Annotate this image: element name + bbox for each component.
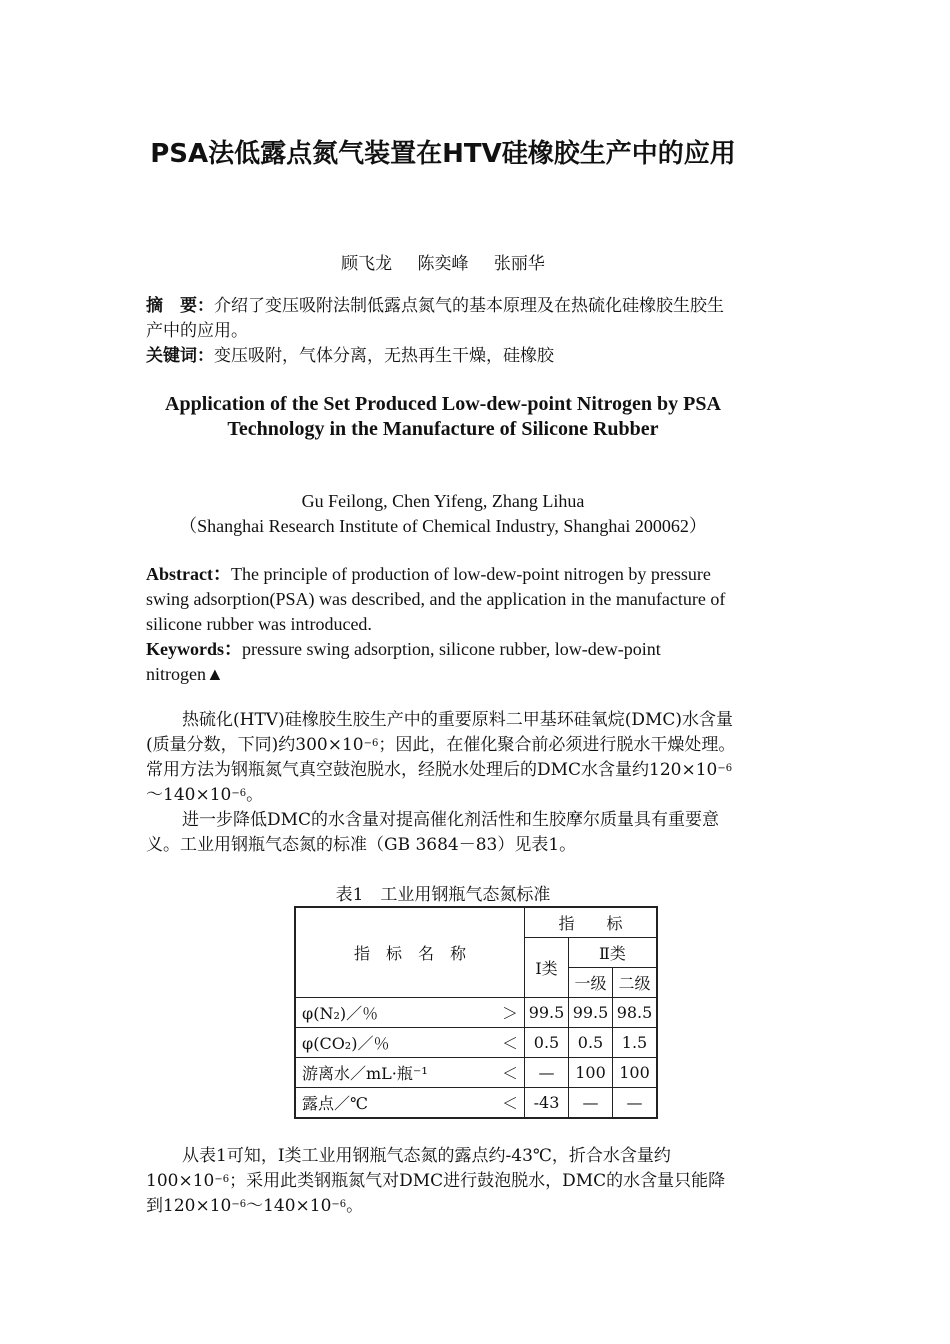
table-header-row	[295, 907, 657, 938]
row-name	[295, 998, 525, 1028]
english-title-line-2: Technology in the Manufacture of Silicone Rubber	[227, 418, 659, 440]
abstract-en	[146, 562, 740, 687]
paper-title: PSA法低露点氮气装置在HTV硅橡胶生产中的应用	[150, 139, 736, 169]
english-title	[146, 392, 740, 442]
exponent: −6	[231, 788, 247, 799]
authors-cn	[146, 249, 740, 274]
abstract-cn-text: 介绍了变压吸附法制低露点氮气的基本原理及在热硫化硅橡胶生胶生产中的应用。	[146, 296, 724, 341]
exponent: −6	[717, 763, 733, 774]
header-index: 指 标	[525, 907, 658, 938]
abstract-en-text: The principle of production of low-dew-point nitrogen by pressure swing adsorption(PSA) was described, and the application in the manufacture of silicone rubber was introduced.	[146, 564, 726, 634]
keywords-en-label: Keywords：	[146, 639, 242, 659]
abstract-cn	[146, 294, 740, 369]
english-authors-block	[146, 489, 740, 539]
text-run: 。	[246, 785, 264, 805]
abstract-cn-label: 摘 要：	[146, 296, 214, 316]
cell-value: 0.5	[525, 1028, 569, 1058]
text-run: 。	[346, 1196, 364, 1216]
author-name: 陈奕峰	[417, 254, 469, 274]
row-operator: ＜	[501, 1094, 518, 1113]
row-operator: ＞	[501, 1004, 518, 1023]
keywords-cn-label: 关键词：	[146, 346, 214, 366]
row-name	[295, 1028, 525, 1058]
cell-value: -43	[525, 1088, 569, 1119]
cell-value: 98.5	[613, 998, 658, 1028]
keywords-en-para	[146, 637, 740, 687]
row-label: φ(CO₂)／％	[302, 1034, 390, 1053]
text-run: ～140×10	[246, 1196, 332, 1216]
cell-value: 99.5	[569, 998, 613, 1028]
cell-value: —	[569, 1088, 613, 1119]
abstract-cn-para	[146, 294, 740, 344]
english-title-line-1: Application of the Set Produced Low-dew-point Nitrogen by PSA	[165, 393, 721, 415]
cell-value: 100	[613, 1058, 658, 1088]
header-class-1: Ⅰ类	[525, 938, 569, 998]
text-run: ；因此，在催化聚合前必须进行脱水干燥处理。常用方法为钢瓶氮气真空鼓泡脱水，经脱水处理后的DMC水含量约120×10	[146, 735, 736, 780]
keywords-cn-para	[146, 344, 740, 369]
header-grade-2: 二级	[613, 968, 658, 998]
cell-value: —	[613, 1088, 658, 1119]
table-row	[295, 1088, 657, 1119]
text-run: 从表1可知，Ⅰ类工业用钢瓶气态氮的露点约-43℃，折合水含量约100×10	[146, 1146, 671, 1191]
row-label: 露点／℃	[302, 1094, 368, 1113]
table-row	[295, 1028, 657, 1058]
abstract-en-para	[146, 562, 740, 637]
english-affiliation: （Shanghai Research Institute of Chemical Industry, Shanghai 200062）	[179, 516, 707, 536]
cell-value: 1.5	[613, 1028, 658, 1058]
body-text-2	[146, 1144, 740, 1219]
text-run: ；采用此类钢瓶氮气对DMC进行鼓泡脱水，DMC的水含量只能降到120×10	[146, 1171, 726, 1216]
row-operator: ＜	[501, 1064, 518, 1083]
exponent: −6	[331, 1199, 347, 1210]
text-run: ～140×10	[146, 785, 232, 805]
row-name	[295, 1088, 525, 1119]
row-label: 游离水／mL·瓶⁻¹	[302, 1064, 428, 1083]
nitrogen-standard-table	[294, 906, 658, 1119]
body-text-1	[146, 708, 740, 858]
author-name: 顾飞龙	[341, 254, 393, 274]
table-row	[295, 1058, 657, 1088]
exponent: −6	[363, 738, 379, 749]
keywords-cn-text: 变压吸附，气体分离，无热再生干燥，硅橡胶	[214, 346, 554, 366]
exponent: −6	[214, 1174, 230, 1185]
header-class-2: Ⅱ类	[569, 938, 658, 968]
row-name	[295, 1058, 525, 1088]
header-grade-1: 一级	[569, 968, 613, 998]
table-caption: 表1 工业用钢瓶气态氮标准	[335, 885, 551, 905]
english-authors: Gu Feilong, Chen Yifeng, Zhang Lihua	[301, 491, 585, 511]
header-index-name: 指 标 名 称	[295, 907, 525, 998]
paragraph-3	[146, 1144, 740, 1219]
paragraph-1	[146, 708, 740, 808]
keywords-en-text: pressure swing adsorption, silicone rubber, low-dew-point nitrogen▲	[146, 639, 661, 684]
row-label: φ(N₂)／％	[302, 1004, 379, 1023]
cell-value: 0.5	[569, 1028, 613, 1058]
row-operator: ＜	[501, 1034, 518, 1053]
table-row	[295, 998, 657, 1028]
cell-value: 99.5	[525, 998, 569, 1028]
author-name: 张丽华	[493, 254, 545, 274]
cell-value: —	[525, 1058, 569, 1088]
exponent: −6	[231, 1199, 247, 1210]
paragraph-2: 进一步降低DMC的水含量对提高催化剂活性和生胶摩尔质量具有重要意义。工业用钢瓶气态氮的标准（GB 3684－83）见表1。	[146, 810, 720, 855]
abstract-en-label: Abstract：	[146, 564, 231, 584]
cell-value: 100	[569, 1058, 613, 1088]
text-run: 热硫化(HTV)硅橡胶生胶生产中的重要原料二甲基环硅氧烷(DMC)水含量(质量分数，下同)约300×10	[146, 710, 734, 755]
